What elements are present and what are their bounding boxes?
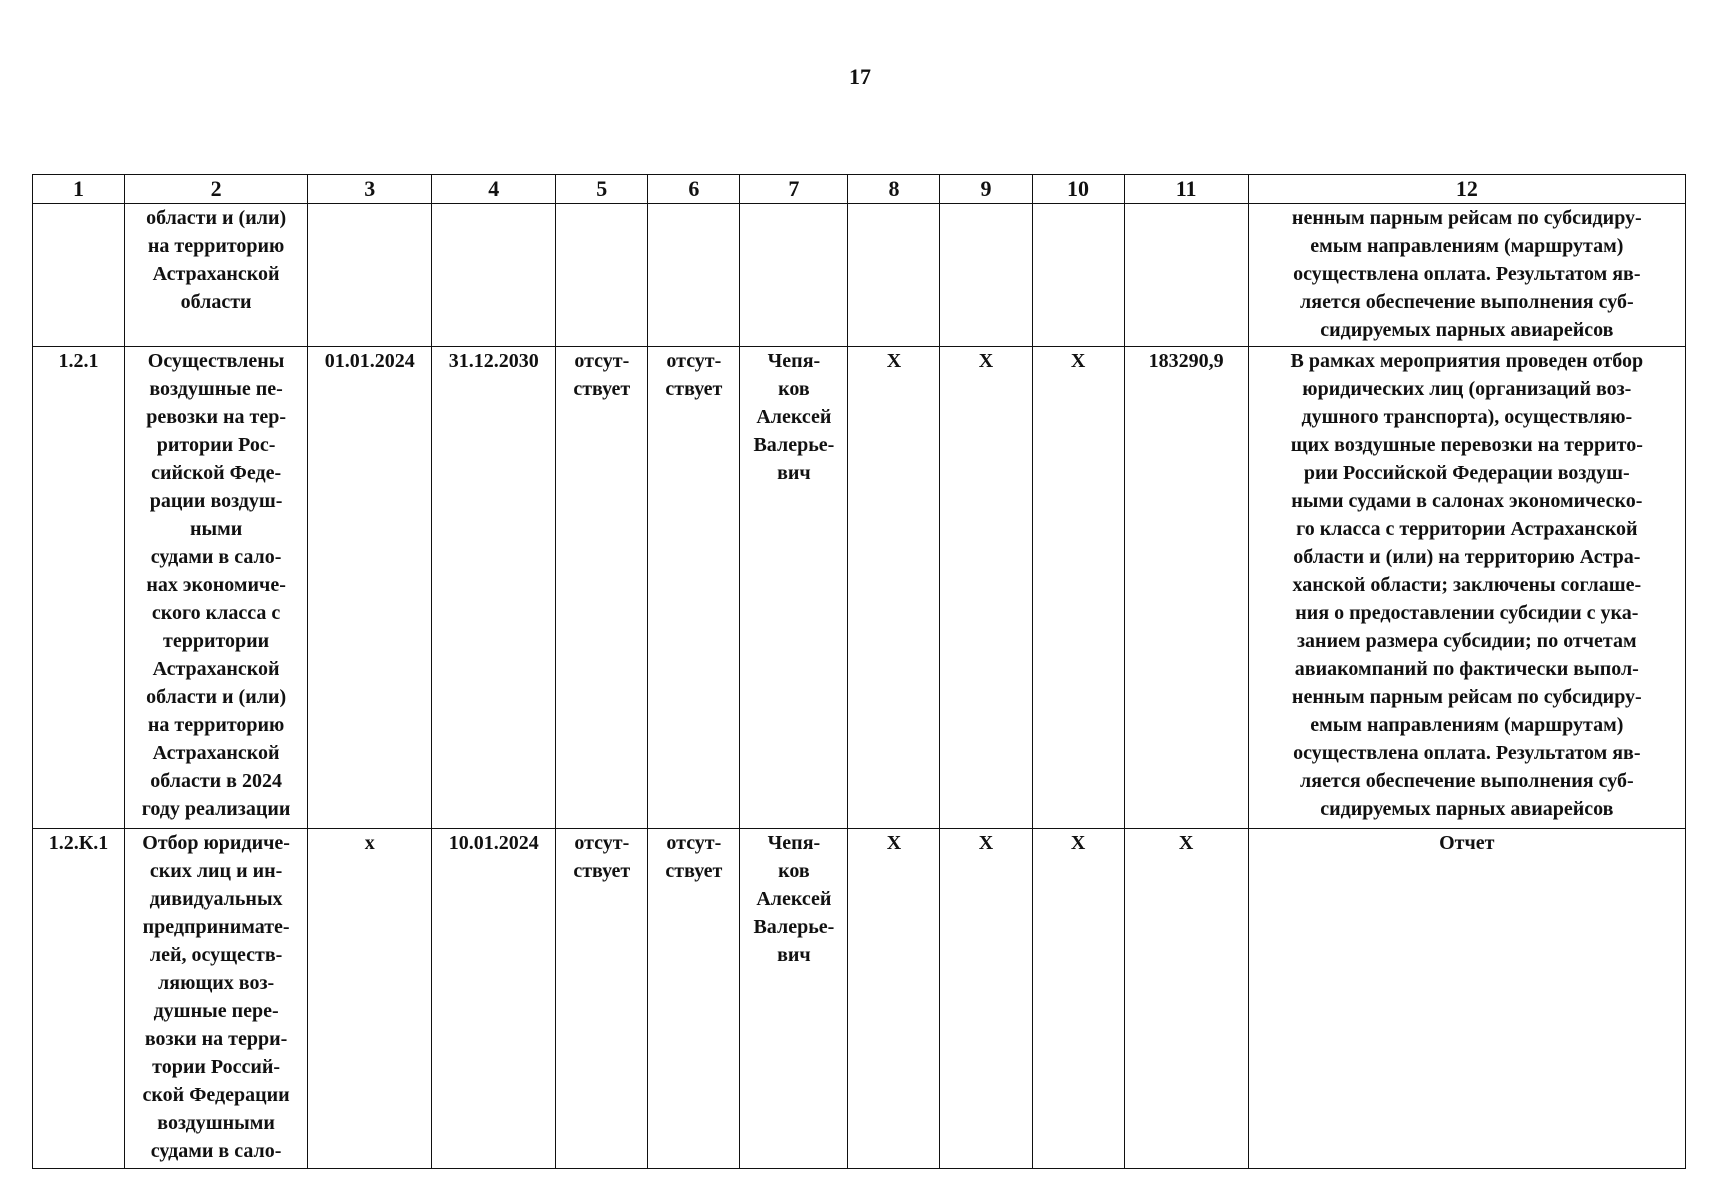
column-number-header: 5 [556,175,648,204]
column-number-header: 8 [848,175,940,204]
column-number-row [33,175,1686,204]
table-row-1-2-k-1 [33,829,1686,1169]
cell-description: В рамках мероприятия проведен отбор юридических лиц (организаций воз- душного транспорта), осуществляю- щих воздушные перевозки на террито- рии Российской Федерации воздуш- ными судами в салонах экономическо- го класса с территории Астраханской области и (или) на территорию Астра- ханской области; заключены соглаше- ния о предоставлении субсидии с ука- занием размера субсидии; по отчетам авиакомпаний по фактически выпол- ненным парным рейсам по субсидиру- емым направлениям (маршрутам) осуществлена оплата. Результатом яв- ляется обеспечение выполнения суб- сидируемых парных авиарейсов [1248,347,1685,829]
cell-responsible [740,204,848,347]
cell-amount: 183290,9 [1124,347,1248,829]
column-number-header: 10 [1032,175,1124,204]
cell-name: области и (или) на территорию Астраханской области [125,204,308,347]
column-number-header: 11 [1124,175,1248,204]
cell-start-date: 01.01.2024 [308,347,432,829]
cell-description: ненным парным рейсам по субсидиру- емым направлениям (маршрутам) осуществлена оплата. Результатом яв- ляется обеспечение выполнения суб- сидируемых парных авиарейсов [1248,204,1685,347]
cell-col9: X [940,347,1032,829]
table-row-continuation [33,204,1686,347]
cell-end-date: 10.01.2024 [432,829,556,1169]
cell-responsible: Чепя- ков Алексей Валерье- вич [740,347,848,829]
cell-col6 [648,204,740,347]
cell-end-date [432,204,556,347]
column-number-header: 3 [308,175,432,204]
table-row-1-2-1 [33,347,1686,829]
cell-number: 1.2.К.1 [33,829,125,1169]
cell-col9 [940,204,1032,347]
column-number-header: 12 [1248,175,1685,204]
cell-start-date [308,204,432,347]
activity-table [32,174,1686,1169]
cell-start-date: x [308,829,432,1169]
cell-col8: X [848,829,940,1169]
cell-col5: отсут- ствует [556,347,648,829]
column-number-header: 2 [125,175,308,204]
cell-col10: X [1032,829,1124,1169]
column-number-header: 9 [940,175,1032,204]
column-number-header: 6 [648,175,740,204]
cell-name: Осуществлены воздушные пе- ревозки на тер- ритории Рос- сийской Феде- рации воздуш- ными судами в сало- нах экономиче- ского класса с территории Астраханской области и (или) на территорию Астраханской области в 2024 году реализации [125,347,308,829]
column-number-header: 1 [33,175,125,204]
cell-number: 1.2.1 [33,347,125,829]
cell-col8: X [848,347,940,829]
cell-responsible: Чепя- ков Алексей Валерье- вич [740,829,848,1169]
column-number-header: 7 [740,175,848,204]
page-number: 17 [849,64,871,89]
cell-col6: отсут- ствует [648,347,740,829]
cell-col8 [848,204,940,347]
cell-col10 [1032,204,1124,347]
column-number-header: 4 [432,175,556,204]
cell-amount: X [1124,829,1248,1169]
cell-col5: отсут- ствует [556,829,648,1169]
cell-col9: X [940,829,1032,1169]
cell-number [33,204,125,347]
cell-col6: отсут- ствует [648,829,740,1169]
cell-amount [1124,204,1248,347]
cell-end-date: 31.12.2030 [432,347,556,829]
cell-description: Отчет [1248,829,1685,1169]
cell-col10: X [1032,347,1124,829]
cell-col5 [556,204,648,347]
cell-name: Отбор юридиче- ских лиц и ин- дивидуальных предпринимате- лей, осуществ- ляющих воз- душные пере- возки на терри- тории Россий- ской Федерации воздушными судами в сало- [125,829,308,1169]
